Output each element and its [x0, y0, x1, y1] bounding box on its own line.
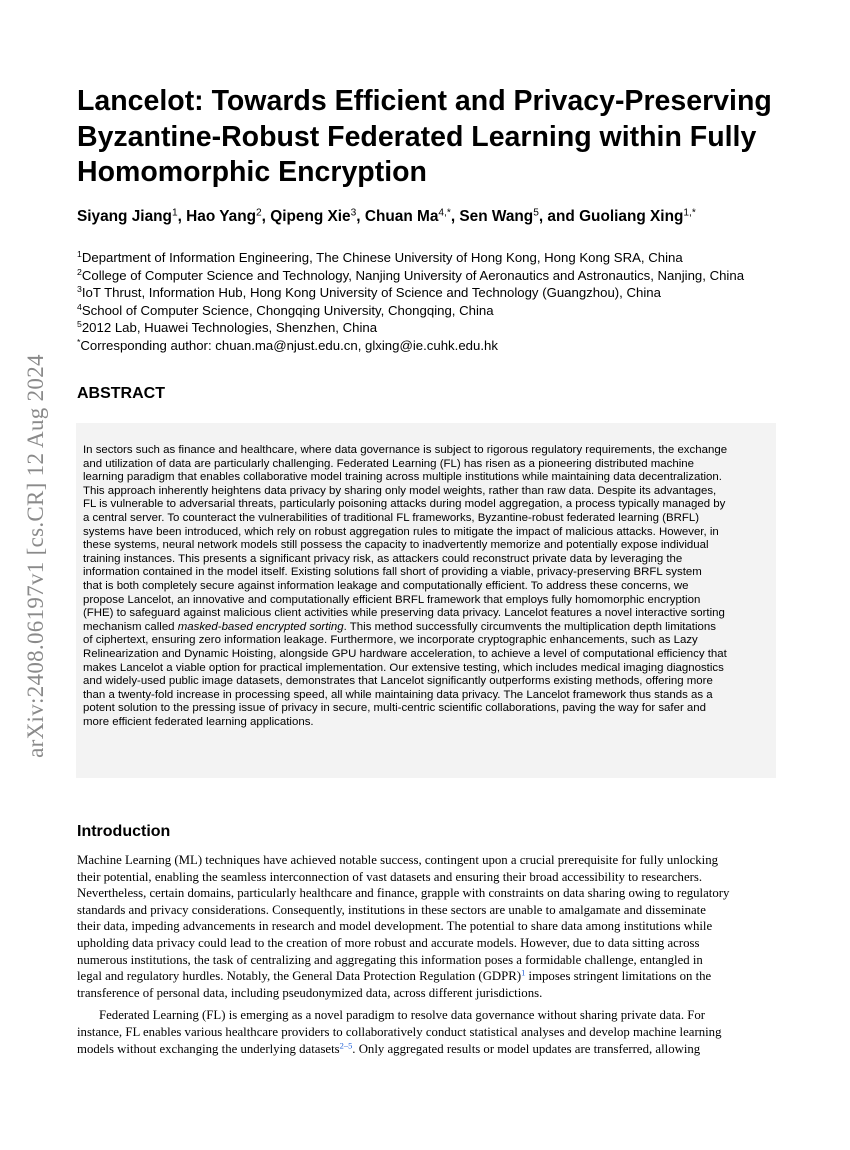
author-affiliation-mark: 3 — [350, 207, 357, 219]
abstract-line: these systems, neural network models still possess the capacity to inadvertently memorize and potentially expose individual — [83, 539, 709, 552]
author-separator: , — [356, 208, 365, 225]
affiliation-line — [77, 302, 797, 320]
abstract-line: In sectors such as finance and healthcare, where data governance is subject to rigorous regulatory requirements, the exchange — [83, 444, 728, 456]
intro-line: Machine Learning (ML) techniques have achieved notable success, contingent upon a crucial prerequisite for fully unlocking — [77, 853, 719, 867]
citation-link[interactable]: 2–5 — [339, 1039, 353, 1050]
intro-line: their potential, enabling the seamless interconnection of vast datasets and ensuring their broad accessibility to researchers. — [77, 869, 703, 884]
intro-line — [77, 1041, 777, 1058]
abstract-line: that is both completely secure against information leakage and computationally efficient. To address these concerns, we — [83, 579, 689, 592]
arxiv-identifier-stamp: arXiv:2408.06197v1 [cs.CR] 12 Aug 2024 — [23, 354, 48, 758]
author-name: Qipeng Xie — [270, 208, 351, 225]
author-list — [77, 207, 797, 227]
author-name: Siyang Jiang — [77, 208, 172, 225]
intro-line: Federated Learning (FL) is emerging as a novel paradigm to resolve data governance without sharing private data. For — [99, 1008, 705, 1023]
intro-line: standards and privacy considerations. Consequently, institutions in these sectors are unable to amalgamate and disseminate — [77, 902, 706, 917]
intro-line: their data, impeding advancements in research and model development. The potential to share data among institutions while — [77, 919, 713, 934]
abstract-box — [76, 423, 776, 778]
affiliation-text: Department of Information Engineering, The Chinese University of Hong Kong, Hong Kong SRA, China — [81, 250, 683, 265]
affiliation-mark: 3 — [77, 284, 82, 295]
author-affiliation-mark: 1,* — [683, 207, 696, 219]
affiliation-text: Corresponding author: chuan.ma@njust.edu.cn, glxing@ie.cuhk.edu.hk — [80, 337, 498, 353]
intro-line: transference of personal data, including pseudonymized data, across different jurisdictions. — [77, 985, 543, 1000]
affiliation-mark: 5 — [77, 319, 82, 330]
affiliation-text: IoT Thrust, Information Hub, Hong Kong University of Science and Technology (Guangzhou), China — [81, 285, 661, 301]
abstract-heading: ABSTRACT — [77, 385, 165, 402]
intro-fragment: . Only aggregated results or model updates are transferred, allowing — [352, 1041, 701, 1056]
author-separator: , — [177, 208, 187, 225]
abstract-line: propose Lancelot, an innovative and computationally efficient BRFL framework that employs fully homomorphic encryption — [83, 593, 701, 606]
abstract-fragment: mechanism called — [83, 620, 178, 633]
title-line: Homomorphic Encryption — [77, 156, 427, 188]
title-line: Lancelot: Towards Efficient and Privacy-Preserving — [77, 85, 772, 117]
intro-fragment: imposes stringent limitations on the — [525, 969, 712, 984]
author-affiliation-mark: 2 — [256, 207, 262, 219]
author-name: Sen Wang — [459, 208, 534, 225]
intro-fragment: models without exchanging the underlying datasets — [77, 1041, 340, 1056]
abstract-fragment: . This method successfully circumvents the multiplication depth limitations — [343, 620, 716, 633]
abstract-line: FL is vulnerable to adversarial threats, particularly poisoning attacks during model aggregation, a process typically managed by — [83, 498, 726, 511]
affiliation-line — [77, 249, 797, 267]
abstract-line: learning paradigm that enables collaborative model training across multiple institutions while maintaining data decentralization. — [83, 471, 722, 484]
affiliation-text: 2012 Lab, Huawei Technologies, Shenzhen, China — [81, 320, 378, 336]
abstract-line: and utilization of data are particularly challenging. Federated Learning (FL) has risen as a pioneering distributed machine — [83, 457, 694, 470]
author-separator: , — [450, 208, 460, 225]
affiliation-mark: 4 — [77, 302, 82, 312]
affiliation-line — [77, 284, 797, 302]
intro-line: numerous institutions, the task of centralizing and aggregating this information poses a formidable challenge, entangled in — [77, 952, 703, 967]
abstract-line: makes Lancelot a viable option for practical implementation. Our extensive testing, which includes medical imaging diagnostics — [83, 661, 724, 674]
abstract-line: Relinearization and Dynamic Hoisting, alongside GPU hardware acceleration, to achieve a level of computational efficiency that — [83, 647, 727, 660]
affiliation-line — [77, 337, 797, 355]
affiliation-mark: 2 — [77, 266, 82, 277]
author-affiliation-mark: 1 — [171, 207, 178, 219]
author-name: Hao Yang — [186, 208, 257, 225]
author-name: Chuan Ma — [364, 208, 439, 225]
author-affiliation-mark: 4,* — [438, 207, 451, 219]
introduction-body — [77, 852, 777, 1057]
author-affiliation-mark: 5 — [533, 207, 539, 219]
introduction-heading: Introduction — [77, 823, 171, 840]
abstract-line: and widely-used public image datasets, demonstrates that Lancelot significantly outperforms existing methods, offering more — [83, 675, 713, 688]
intro-line: upholding data privacy could lead to the creation of more robust and accurate models. However, due to data sitting across — [77, 935, 700, 950]
abstract-line: training instances. This presents a significant privacy risk, as attackers could reconstruct private data by leveraging the — [83, 552, 683, 565]
affiliation-mark: * — [77, 337, 81, 348]
author-name: Guoliang Xing — [579, 208, 684, 225]
abstract-line: than a twenty-fold increase in processing speed, all while maintaining data privacy. The Lancelot framework thus stands as a — [83, 688, 713, 701]
abstract-line — [83, 621, 771, 635]
title-line: Byzantine-Robust Federated Learning within Fully — [77, 120, 757, 153]
abstract-italic-term: masked-based encrypted sorting — [177, 620, 344, 633]
intro-fragment: legal and regulatory hurdles. Notably, the General Data Protection Regulation (GDPR) — [77, 969, 522, 984]
affiliation-line — [77, 267, 797, 285]
abstract-line: This approach inherently heightens data privacy by sharing only model weights, rather than raw data. Despite its advantages, — [83, 484, 717, 497]
affiliation-mark: 1 — [77, 249, 82, 260]
author-separator: , — [261, 208, 271, 225]
affiliation-list — [77, 249, 797, 355]
paper-title — [77, 84, 797, 191]
citation-link[interactable]: 1 — [521, 967, 526, 978]
abstract-line: a central server. To counteract the vulnerabilities of traditional FL frameworks, Byzantine-robust federated learning (BRFL) — [83, 511, 700, 524]
abstract-line: more efficient federated learning applications. — [83, 715, 314, 728]
affiliation-text: School of Computer Science, Chongqing University, Chongqing, China — [81, 302, 494, 318]
intro-line — [77, 968, 777, 985]
abstract-text — [83, 444, 771, 729]
intro-line: instance, FL enables various healthcare providers to collaboratively conduct statistical analyses and develop machine learning — [77, 1024, 722, 1039]
intro-line: Nevertheless, certain domains, particularly healthcare and finance, grapple with constraints on data sharing owing to regulatory — [77, 886, 730, 901]
abstract-line: (FHE) to safeguard against malicious client activities while preserving data privacy. Lancelot features a novel interactive sorting — [83, 607, 725, 620]
abstract-line: potent solution to the pressing issue of privacy in secure, multi-centric scientific collaborations, paving the way for safer and — [83, 702, 707, 715]
affiliation-line — [77, 319, 797, 337]
author-separator: , and — [538, 208, 580, 225]
abstract-line: information contained in the model itself. Existing solutions fall short of providing a viable, privacy-preserving BRFL system — [83, 566, 702, 579]
affiliation-text: College of Computer Science and Technology, Nanjing University of Aeronautics and Astronautics, Nanjing, China — [81, 267, 745, 283]
abstract-line: of ciphertext, ensuring zero information leakage. Furthermore, we incorporate cryptographic enhancements, such as Lazy — [83, 634, 698, 647]
abstract-line: systems have been introduced, which rely on robust aggregation rules to mitigate the impact of malicious attacks. However, in — [83, 525, 719, 538]
